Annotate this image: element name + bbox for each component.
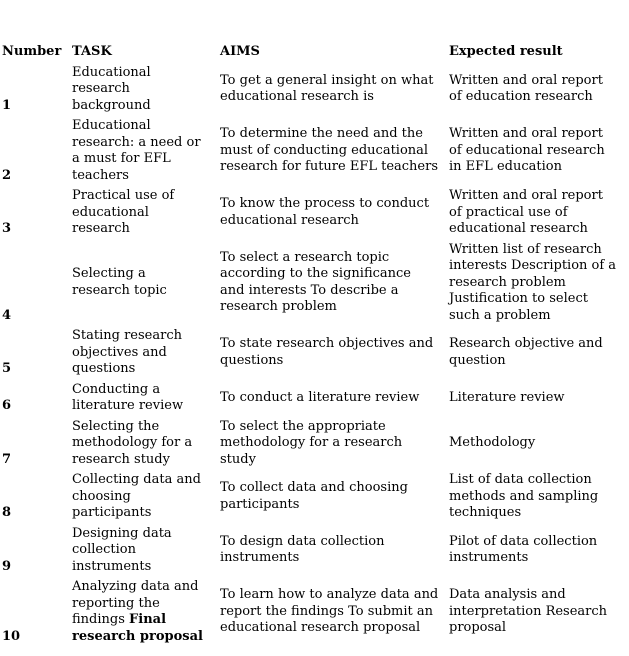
task-text: Designing data collection instruments	[72, 525, 172, 574]
col-header-aims: AIMS	[220, 44, 260, 59]
cell-task	[72, 417, 220, 471]
task-text: Collecting data and choosing participants	[72, 472, 201, 520]
task-text: Selecting a research topic	[72, 266, 167, 298]
cell-expected-result: Written list of research interests Description of a research problem Justification to select such a problem	[449, 241, 617, 323]
cell-expected-result: Literature review	[449, 389, 565, 405]
cell-number: 6	[2, 398, 12, 413]
cell-aims: To design data collection instruments	[220, 533, 385, 566]
cell-number: 4	[2, 307, 12, 323]
tasks-table	[2, 42, 629, 647]
cell-expected-result: Methodology	[449, 435, 536, 450]
cell-task	[72, 326, 220, 380]
table-row	[2, 326, 629, 380]
cell-aims: To determine the need and the must of conducting educational research for future EFL teachers	[220, 126, 439, 175]
table-row	[2, 63, 629, 117]
cell-aims: To conduct a literature review	[220, 389, 420, 405]
task-text: Stating research objectives and questions	[72, 328, 182, 376]
cell-task	[72, 524, 220, 578]
cell-number: 3	[2, 221, 12, 236]
cell-aims: To know the process to conduct educational research	[220, 196, 430, 228]
table-row	[2, 524, 629, 578]
cell-task	[72, 577, 220, 647]
cell-aims: To select a research topic according to the significance and interests To describe a research problem	[220, 249, 411, 315]
table-row	[2, 470, 629, 524]
cell-aims: To get a general insight on what educational research is	[220, 72, 434, 105]
cell-number: 10	[2, 628, 21, 644]
col-header-task: TASK	[72, 44, 112, 59]
cell-number: 9	[2, 558, 12, 574]
cell-aims: To state research objectives and questions	[220, 336, 434, 368]
cell-aims: To select the appropriate methodology for a research study	[220, 418, 403, 467]
task-text: Educational research background	[72, 64, 151, 113]
header-row	[2, 42, 629, 63]
cell-number: 5	[2, 361, 12, 376]
cell-task	[72, 186, 220, 240]
cell-expected-result: Written and oral report of education research	[449, 72, 603, 105]
cell-task	[72, 470, 220, 524]
task-text: Analyzing data and reporting the findings	[72, 579, 199, 627]
table-row	[2, 116, 629, 186]
cell-task	[72, 63, 220, 117]
cell-expected-result: List of data collection methods and sampling techniques	[449, 472, 599, 520]
cell-expected-result: Written and oral report of practical use of educational research	[449, 188, 603, 236]
cell-number: 8	[2, 505, 12, 520]
col-header-number: Number	[2, 44, 62, 59]
cell-number: 7	[2, 451, 12, 467]
table-row	[2, 380, 629, 417]
table-row	[2, 186, 629, 240]
cell-task	[72, 240, 220, 327]
cell-task	[72, 116, 220, 186]
table-row	[2, 417, 629, 471]
table-row	[2, 577, 629, 647]
cell-expected-result: Data analysis and interpretation Research proposal	[449, 587, 608, 636]
cell-number: 2	[2, 167, 12, 183]
cell-expected-result: Research objective and question	[449, 336, 603, 368]
col-header-expected-result: Expected result	[449, 44, 563, 59]
task-text: Educational research: a need or a must for EFL teachers	[72, 118, 201, 183]
task-text-bold: Final research proposal	[72, 612, 203, 644]
cell-number: 1	[2, 97, 12, 113]
cell-aims: To learn how to analyze data and report the findings To submit an educational research proposal	[220, 587, 439, 636]
task-text: Conducting a literature review	[72, 381, 184, 413]
table-row	[2, 240, 629, 327]
task-text: Practical use of educational research	[72, 188, 175, 236]
cell-aims: To collect data and choosing participants	[220, 480, 408, 512]
cell-expected-result: Written and oral report of educational research in EFL education	[449, 126, 605, 175]
cell-task	[72, 380, 220, 417]
task-text: Selecting the methodology for a research study	[72, 418, 193, 467]
cell-expected-result: Pilot of data collection instruments	[449, 533, 598, 566]
